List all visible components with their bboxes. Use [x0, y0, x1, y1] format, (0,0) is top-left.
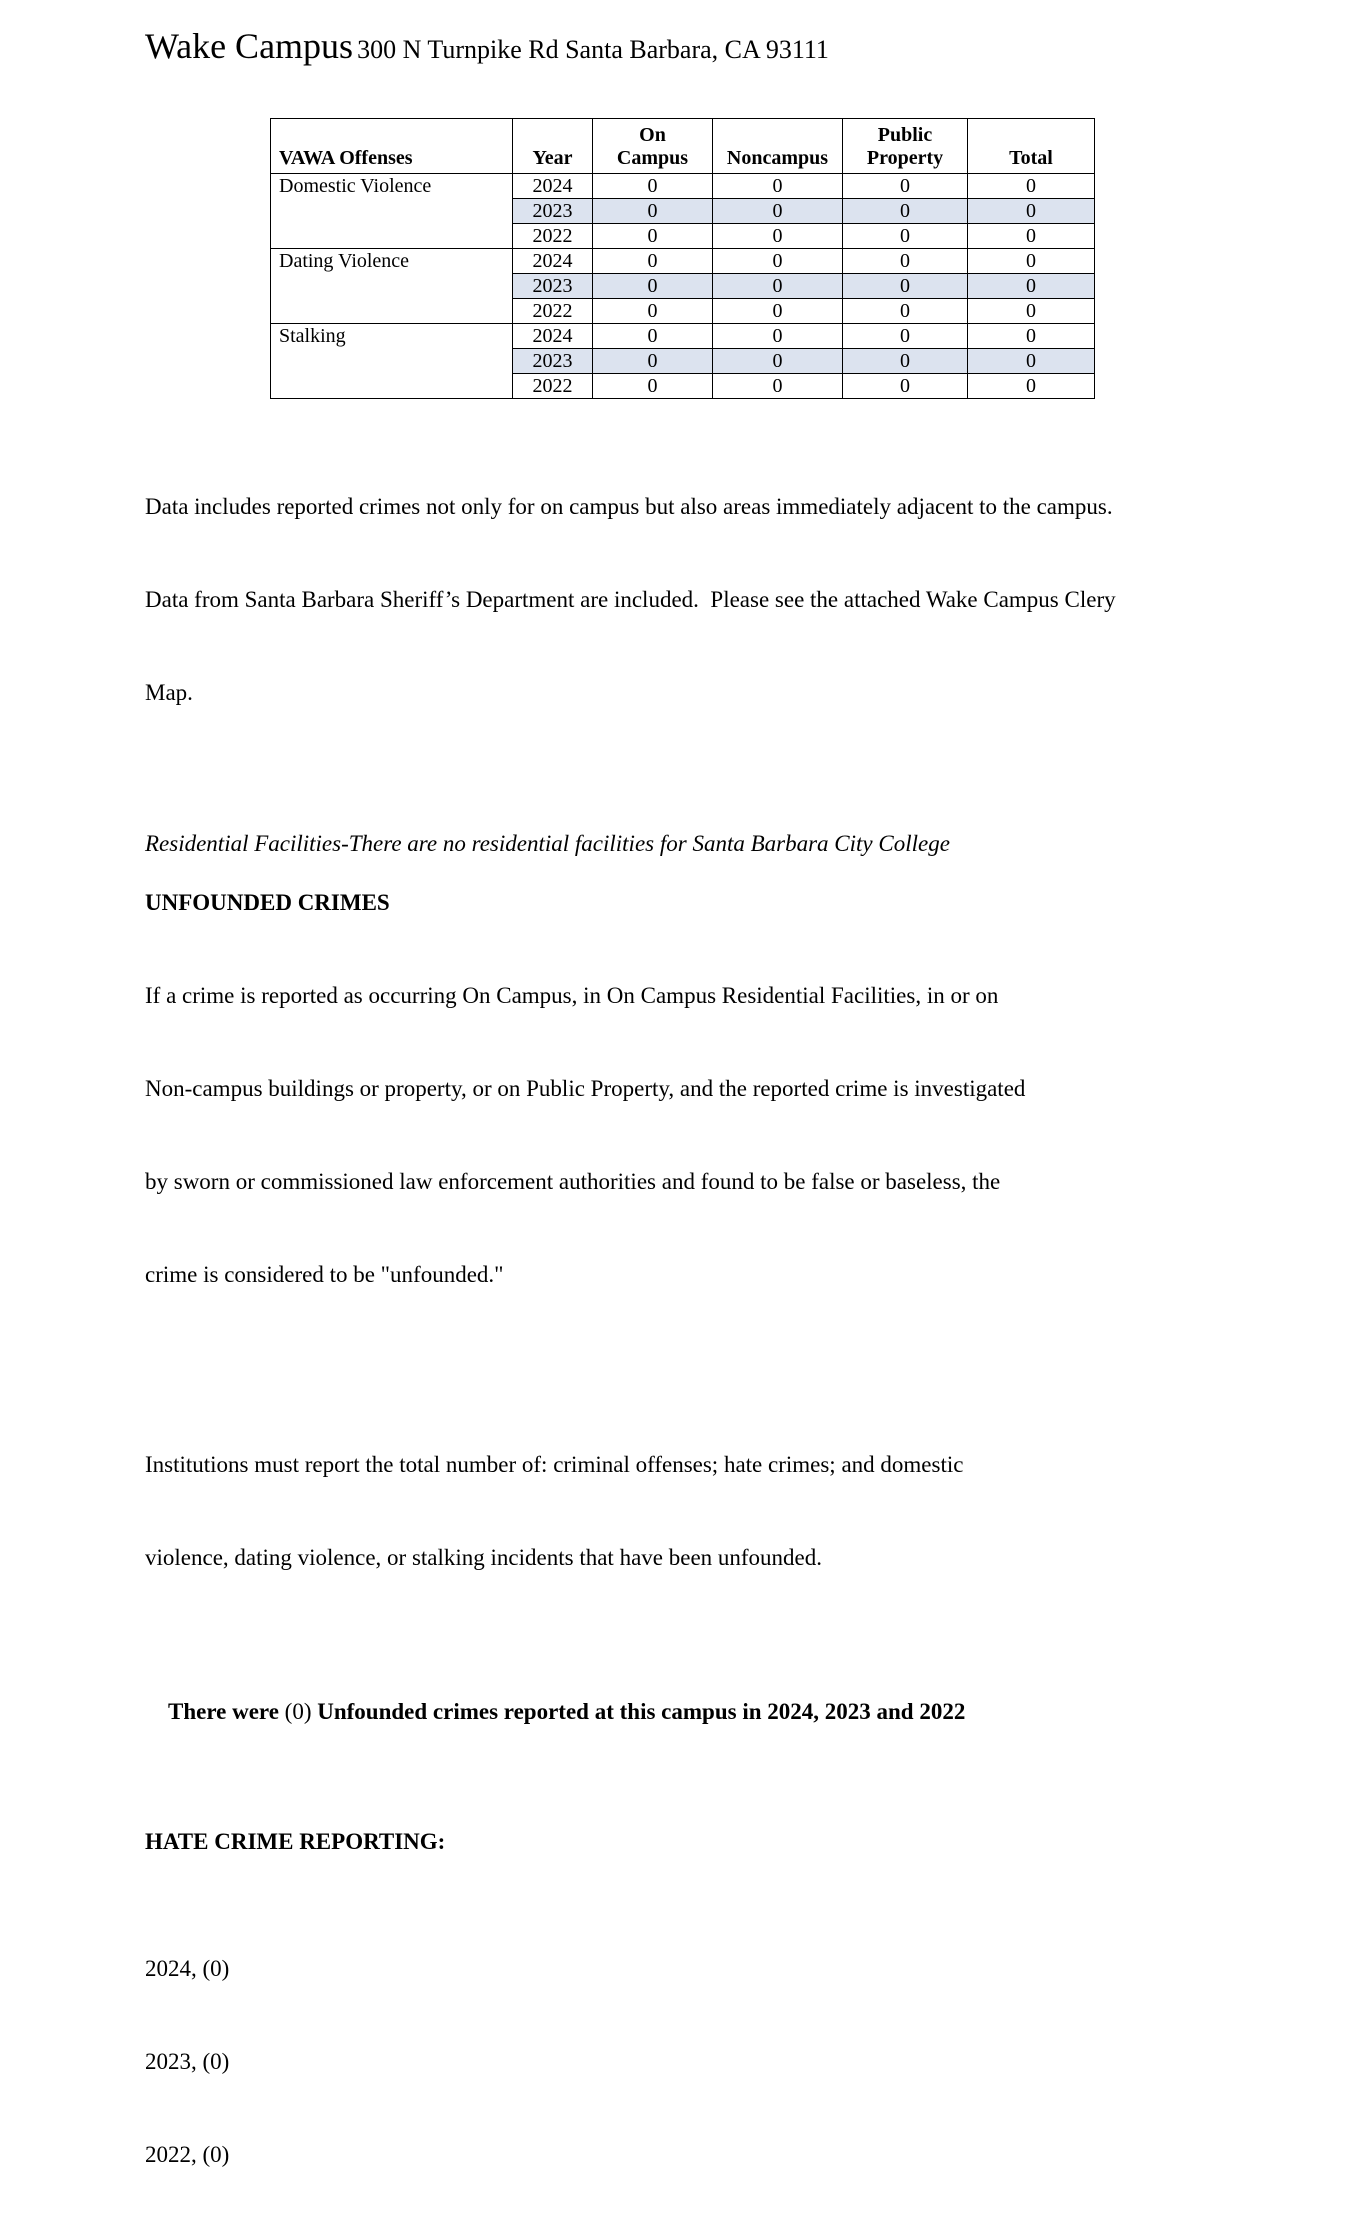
year-cell: 2023	[513, 199, 593, 224]
on-campus-cell: 0	[593, 324, 713, 349]
hate-crime-year-item: 2022, (0)	[145, 2142, 230, 2167]
note-line: Map.	[145, 680, 193, 705]
noncampus-cell: 0	[713, 199, 843, 224]
column-header-on-campus	[593, 119, 713, 174]
offense-cell: Dating Violence	[271, 249, 513, 324]
noncampus-cell: 0	[713, 224, 843, 249]
noncampus-cell: 0	[713, 374, 843, 399]
public-property-cell: 0	[843, 274, 968, 299]
public-property-cell: 0	[843, 249, 968, 274]
hate-crime-year-item: 2024, (0)	[145, 1956, 230, 1981]
noncampus-cell: 0	[713, 299, 843, 324]
header-row	[271, 119, 1095, 174]
year-cell: 2024	[513, 324, 593, 349]
year-cell: 2022	[513, 299, 593, 324]
total-cell: 0	[968, 174, 1095, 199]
campus-address: 300 N Turnpike Rd Santa Barbara, CA 93111	[357, 35, 829, 64]
unfounded-crimes-definition	[145, 918, 1212, 1352]
hate-crime-year-item: 2023, (0)	[145, 2049, 230, 2074]
total-cell: 0	[968, 324, 1095, 349]
note-line: Data includes reported crimes not only for on campus but also areas immediately adjacent to the campus.	[145, 494, 1113, 519]
column-header-vawa-offenses	[271, 119, 513, 174]
campus-name: Wake Campus	[145, 26, 354, 66]
table-row	[271, 174, 1095, 199]
year-cell: 2023	[513, 274, 593, 299]
column-header-label: VAWA Offenses	[279, 147, 413, 169]
column-header-label: On Campus	[616, 124, 689, 169]
noncampus-cell: 0	[713, 324, 843, 349]
definition-line: If a crime is reported as occurring On Campus, in On Campus Residential Facilities, in or on	[145, 983, 999, 1008]
noncampus-cell: 0	[713, 274, 843, 299]
page-title	[145, 24, 1212, 76]
statement-prefix: There were	[168, 1699, 285, 1724]
vawa-offenses-table	[270, 118, 1095, 399]
column-header-label: Public Property	[866, 124, 944, 169]
on-campus-cell: 0	[593, 374, 713, 399]
total-cell: 0	[968, 349, 1095, 374]
year-cell: 2024	[513, 174, 593, 199]
public-property-cell: 0	[843, 324, 968, 349]
hate-crime-reporting-heading: HATE CRIME REPORTING:	[145, 1829, 446, 1854]
year-cell: 2024	[513, 249, 593, 274]
unfounded-crimes-statement	[145, 1665, 1212, 1758]
column-header-label: Year	[532, 147, 573, 169]
total-cell: 0	[968, 249, 1095, 274]
statement-suffix: Unfounded crimes reported at this campus in 2024, 2023 and 2022	[311, 1699, 966, 1724]
total-cell: 0	[968, 224, 1095, 249]
column-header-public-property	[843, 119, 968, 174]
noncampus-cell: 0	[713, 249, 843, 274]
year-cell: 2022	[513, 374, 593, 399]
reporting-requirement-note	[145, 1387, 1212, 1635]
requirement-line: violence, dating violence, or stalking incidents that have been unfounded.	[145, 1545, 823, 1570]
column-header-year	[513, 119, 593, 174]
column-header-label: Total	[1009, 147, 1053, 169]
column-header-noncampus	[713, 119, 843, 174]
vawa-table-header	[271, 119, 1095, 174]
public-property-cell: 0	[843, 174, 968, 199]
definition-line: Non-campus buildings or property, or on Public Property, and the reported crime is investigated	[145, 1076, 1026, 1101]
total-cell: 0	[968, 274, 1095, 299]
offense-cell: Stalking	[271, 324, 513, 399]
note-line: Data from Santa Barbara Sheriff’s Department are included. Please see the attached Wake Campus Clery	[145, 587, 1116, 612]
table-row	[271, 249, 1095, 274]
year-cell: 2023	[513, 349, 593, 374]
hate-crime-year-list	[145, 1891, 1212, 2232]
public-property-cell: 0	[843, 224, 968, 249]
adjacent-areas-note	[145, 429, 1212, 770]
definition-line: by sworn or commissioned law enforcement authorities and found to be false or baseless, the	[145, 1169, 1001, 1194]
on-campus-cell: 0	[593, 224, 713, 249]
on-campus-cell: 0	[593, 349, 713, 374]
table-row	[271, 324, 1095, 349]
on-campus-cell: 0	[593, 199, 713, 224]
offense-cell: Domestic Violence	[271, 174, 513, 249]
public-property-cell: 0	[843, 299, 968, 324]
unfounded-count: (0)	[284, 1699, 312, 1724]
on-campus-cell: 0	[593, 274, 713, 299]
column-header-total	[968, 119, 1095, 174]
definition-line: crime is considered to be "unfounded."	[145, 1262, 504, 1287]
public-property-cell: 0	[843, 374, 968, 399]
requirement-line: Institutions must report the total number of: criminal offenses; hate crimes; and domestic	[145, 1452, 964, 1477]
total-cell: 0	[968, 374, 1095, 399]
on-campus-cell: 0	[593, 249, 713, 274]
on-campus-cell: 0	[593, 174, 713, 199]
total-cell: 0	[968, 199, 1095, 224]
vawa-table-body	[271, 174, 1095, 399]
on-campus-cell: 0	[593, 299, 713, 324]
public-property-cell: 0	[843, 199, 968, 224]
public-property-cell: 0	[843, 349, 968, 374]
column-header-label: Noncampus	[726, 147, 829, 169]
year-cell: 2022	[513, 224, 593, 249]
unfounded-crimes-heading: UNFOUNDED CRIMES	[145, 890, 390, 915]
noncampus-cell: 0	[713, 174, 843, 199]
noncampus-cell: 0	[713, 349, 843, 374]
residential-facilities-note: Residential Facilities-There are no residential facilities for Santa Barbara City College	[145, 831, 950, 856]
total-cell: 0	[968, 299, 1095, 324]
